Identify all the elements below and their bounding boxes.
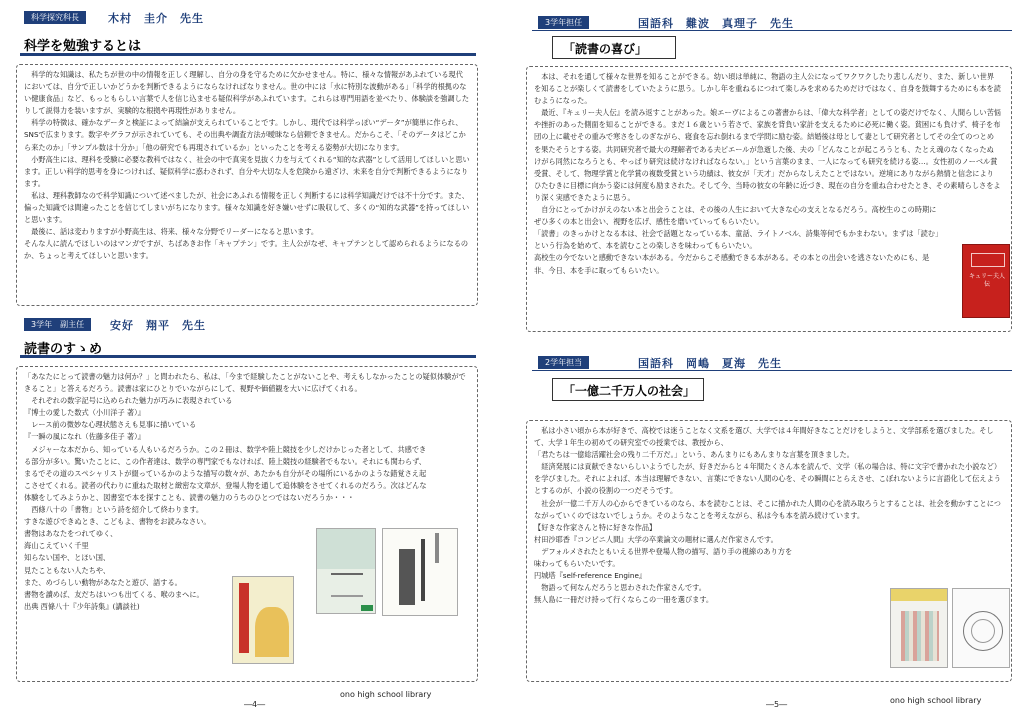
paragraph: 【好きな作家さんと特に好きな作品】 xyxy=(534,522,657,532)
article-box xyxy=(16,64,478,306)
teacher-name: 安好 翔平 先生 xyxy=(110,319,206,332)
paragraph: 最後に、話は変わりますが小野高生は、将来、様々な分野でリーダーになると思います。 xyxy=(24,227,319,237)
paragraph: そんな人に読んでほしいのはマンガですが、ちばあきお作「キャプテン」です。主人公がなぜ、キャプテンとして認められるようになるのか、ちょっと考えてほしいと思います。 xyxy=(24,239,469,261)
paragraph: 本は、それを通して様々な世界を知ることができる。幼い頃は単純に、物語の主人公になってワクワクしたり悲しんだり、また、新しい世界を知ることが楽しくて読書をしていたように思う。しかし年を重ねるにつれて楽しみを求めるためだけではなく、自身を鼓舞するためにも本を読むようになった。 xyxy=(534,72,1001,106)
section-title: 読書のすゝめ xyxy=(24,342,103,357)
paragraph: 「あなたにとって読書の魅力は何か？」と問われたら、私は、「今まで経験したことがないことや、考えもしなかったことの疑似体験ができること」と答えるだろう。読書は家にひとりでいながらにして、視野や価値観を大いに広げてくれる。 xyxy=(24,372,466,394)
paragraph: 『博士の愛した数式（小川洋子 著）』 xyxy=(24,408,145,418)
teacher-name: 国語科 難波 真理子 先生 xyxy=(638,17,794,30)
paragraph: 科学的な知識は、私たちが世の中の情報を正しく理解し、自分の身を守るために欠かせません。特に、様々な情報があふれている現代においては、自分で正しいかどうかを判断できるようにならなければなりません。世の中には「水に特別な波動がある」「科学的根拠のない健康食品」など、もっともらしい言葉で人を信じ込ませる疑似科学があふれています。これらは専門用語を並べたり、体験談を強調したりして説得力を装いますが、実験的な根拠や再現性がありません。 xyxy=(24,70,470,116)
section-title: 科学を勉強するとは xyxy=(24,39,142,54)
title-rule xyxy=(20,53,476,56)
header-rule xyxy=(532,370,1012,371)
paragraph: 物語って何なんだろうと思わされた作家さんです。 xyxy=(534,583,706,593)
section-tag: 3学年 副主任 xyxy=(24,318,91,331)
paragraph: 私は、理科教師なので科学知識について述べましたが、社会にあふれる情報を正しく判断するには科学知識だけでは不十分です。また、偏った知識では間違ったことを信じてしまいがちになります。様々な知識を好き嫌いせずに吸収して、多くの“知的な武器”を持ってほしいと思います。 xyxy=(24,190,470,225)
poem-line: 見たこともない人たちや、 xyxy=(24,565,111,575)
book-cover-image xyxy=(232,576,294,664)
title-rule xyxy=(20,355,476,358)
paragraph: 社会が一億二千万人の心からできているのなら、本を読むことは、そこに描かれた人間の心を読み取ろうとすることは、社会を動かすことにつながっていくのではないでしょうか。そのようなことを考えながら、私は今も本を読み続けています。 xyxy=(534,498,1001,520)
paragraph: メジャーな本だから、知っている人もいるだろうか。この２冊は、数学や陸上競技を少しだけかじった者として、共感できる部分が多い。驚いたことに、この作者達は、数学の専門家でもなければ、陸上競技の経験者でもない。それにも関わらず、まるでその道のスペシャリストが綴っているかのような描写の数々が、あたかも自分がその場所にいるかのような錯覚さえ起こさせてくれる。読者の代わりに重ねた取材と緻密な文章が、登場人物を通して追体験をさせてくれるのだろう。次はどんな体験をしてみようかと、図書室で本を探すことも、読書の魅力のうちのひとつではないだろうか・・・ xyxy=(24,444,427,502)
paragraph: 「君たちは一億総活躍社会の残り二千万だ。」という、あんまりにもあんまりな言葉を頂きました。 xyxy=(534,450,854,460)
article-box xyxy=(526,66,1012,332)
paragraph: 村田沙耶香『コンビニ人間』大学の卒業論文の題材に選んだ作家さんです。 xyxy=(534,534,778,544)
teacher-name: 国語科 岡嶋 夏海 先生 xyxy=(638,357,782,370)
library-label: ono high school library xyxy=(890,696,982,705)
poem-line: 書物はあなたをつれてゆく、 xyxy=(24,529,118,539)
paragraph: 小野高生には、理科を受験に必要な教科ではなく、社会の中で真実を見抜く力を与えてくれる“知的な武器”として活用してほしいと思います。正しい科学的思考を身につければ、疑似科学に惑わされず、自分や大切な人を危険から遠ざけ、未来を自分で判断できるようになります。 xyxy=(24,154,470,188)
paragraph: 『一瞬の風になれ（佐藤多佳子 著）』 xyxy=(24,432,145,442)
paragraph: デフォルメされたともいえる世界や登場人物の描写、語り手の視線のあり方を xyxy=(534,546,793,556)
paragraph: 味わってもらいたいです。 xyxy=(534,559,620,569)
book-cover-image xyxy=(382,528,458,616)
book-cover-image xyxy=(316,528,376,614)
paragraph: それぞれの数字記号に込められた魅力が巧みに表現されている xyxy=(24,396,233,406)
paragraph: 高校生の今でないと感動できない本がある。今だからこそ感動できる本がある。その本との出会いを逃さないためにも、是非、今日、本を手に取ってもらいたい。 xyxy=(534,253,930,275)
poem-line: 出典 西條八十『少年詩集』(講談社) xyxy=(24,601,140,611)
section-tag: 2学年担当 xyxy=(538,356,589,369)
book-cover-image xyxy=(890,588,948,668)
paragraph: 経済発展には貢献できないらしいようでしたが、好きだからと４年間たくさん本を読んで、文学（私の場合は、特に文字で書かれた小説など）を学びました。それによれば、本当は理解できない、言葉にできない人間の心を、その瞬間にとらえさせ、こぼれないように言語化して伝えようとするのが、小説の役割の一つだそうです。 xyxy=(534,462,1001,496)
library-label: ono high school library xyxy=(340,690,432,699)
paragraph: 「読書」のきっかけとなる本は、社会で話題となっている本、童話、ライトノベル、詩集等何でもかまわない。まずは「読む」という行為を始めて、本を読むことの楽しさを味わってもらいたい。 xyxy=(534,229,939,251)
book-cover-image xyxy=(952,588,1010,668)
book-title: キュリー夫人伝 xyxy=(968,273,1005,288)
page-5 xyxy=(512,0,1024,723)
paragraph: 科学の特徴は、確かなデータと検証によって結論が支えられていることです。しかし、現代では科学っぽい“データ”が簡単に作られ、SNSで広まります。数字やグラフが示されていても、その出典や調査方法が曖昧なら信頼できません。だからこそ、「そのデータはどこから来たのか」「サンプル数は十分か」「他の研究でも再現されているか」といったことを考える姿勢が大切になります。 xyxy=(24,118,466,152)
section-tag: 3学年担任 xyxy=(538,16,589,29)
paragraph: 私は小さい頃から本が好きで、高校では迷うことなく文系を選び、大学では４年間好きなことだけをしようと、文学部系を選びました。そして、大学１年生の初めての研究室での授業では、教授から、 xyxy=(534,426,994,448)
page-number: ―5― xyxy=(766,700,788,709)
poem-line: 知らない国や、とほい国、 xyxy=(24,553,111,563)
paragraph: 西條八十の「書物」という詩を紹介して終わります。 xyxy=(24,505,204,515)
paragraph: レース前の微妙な心理状態さえも見事に描いている xyxy=(24,420,197,430)
paragraph: 最近、『キュリー夫人伝』を読み返すことがあった。娘エーヴによるこの著書からは、「偉大な科学者」としての姿だけでなく、人間らしい苦悩や挫折のあった側面を知ることができる。まだ１６歳という若さで、家族を背負い家計を支えるために必死に働く姿。貧困にも負けず、椅子を布団の上に載せその重みで寒さをしのぎながら、寝食を忘れ倒れるまで学問に励む姿。結婚後は母として妻として研究者としてその全てのつとめを果たそうとする姿。共同研究者で最大の理解者である夫ピエールが急逝した後、夫の「どんなことが起ころうとも、たとえ魂のなくなったぬけがら同然になろうとも、やっぱり研究は続けなければならない。」という言葉のまま、一人になっても研究を続ける姿…。女性初のノーベル賞受賞、そして、物理学賞と化学賞の複数受賞という功績は、彼女が「天才」だからなしえたことではない。逆境にありながら熱情と信念によりひたむきに目標に向かう姿には何度も励まされた。そして今、当時の彼女の年齢に近づき、現在の自分を重ね合わせたとき、その素晴らしさをより深く実感できたように思う。 xyxy=(534,108,1001,202)
poem-line: また、めづらしい動物があなたと遊び、語する。 xyxy=(24,577,182,587)
teacher-name: 木村 圭介 先生 xyxy=(108,12,204,25)
poem-line: すきな遊びできぬとき、こどもよ、書物をお読みなさい。 xyxy=(24,517,211,527)
section-tag: 科学探究科長 xyxy=(24,11,86,24)
paragraph: 円城塔『self-reference Engine』 xyxy=(534,571,647,581)
book-cover-image xyxy=(962,244,1010,318)
section-title: 「一億二千万人の社会」 xyxy=(552,378,704,401)
section-title: 「読書の喜び」 xyxy=(552,36,676,59)
page-number: ―4― xyxy=(244,700,266,709)
poem-line: 海山こえていく千里 xyxy=(24,541,89,551)
paragraph: 無人島に一冊だけ持って行くならこの一冊を選びます。 xyxy=(534,595,714,605)
poem-line: 書物を讀めば、友だちはいつも出てくる、喉のまへに。 xyxy=(24,589,204,599)
paragraph: 自分にとってかけがえのない本と出会うことは、その後の人生において大きな心の支えとなるだろう。高校生のこの時期にぜひ多くの本と出会い、視野を広げ、感性を磨いていってもらいたい。 xyxy=(534,205,937,227)
header-rule xyxy=(532,30,1012,31)
